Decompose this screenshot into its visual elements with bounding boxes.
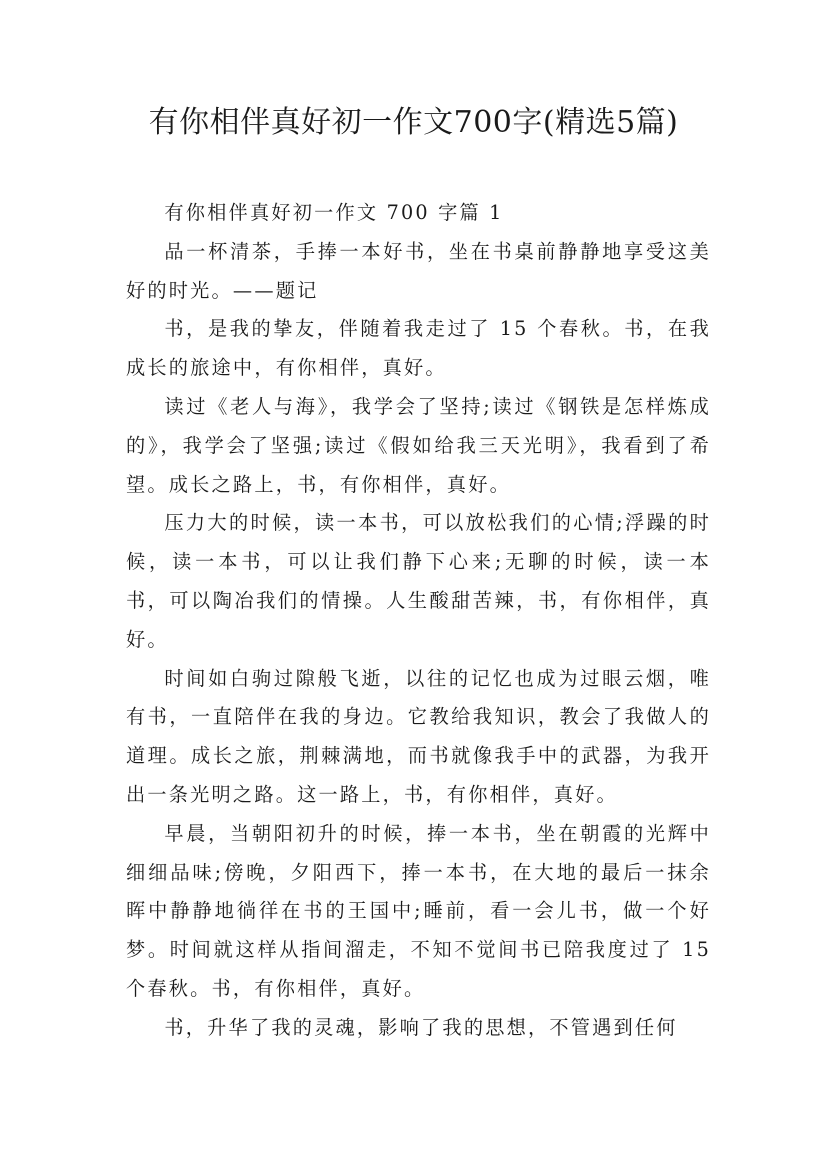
paragraph: 品一杯清茶，手捧一本好书，坐在书桌前静静地享受这美好的时光。——题记 [126, 239, 711, 302]
paragraph: 时间如白驹过隙般飞逝，以往的记忆也成为过眼云烟，唯有书，一直陪伴在我的身边。它教给我知识，教会了我做人的道理。成长之旅，荆棘满地，而书就像我手中的武器，为我开出一条光明之路。这一路上，书，有你相伴，真好。 [126, 666, 711, 806]
paragraph: 压力大的时候，读一本书，可以放松我们的心情;浮躁的时候，读一本书，可以让我们静下心来;无聊的时候，读一本书，可以陶冶我们的情操。人生酸甜苦辣，书，有你相伴，真好。 [126, 511, 711, 651]
paragraph: 早晨，当朝阳初升的时候，捧一本书，坐在朝霞的光辉中细细品味;傍晚，夕阳西下，捧一本书，在大地的最后一抹余晖中静静地徜徉在书的王国中;睡前，看一会儿书，做一个好梦。时间就这样从指间溜走，不知不觉间书已陪我度过了 15 个春秋。书，有你相伴，真好。 [126, 821, 711, 1000]
section-heading: 有你相伴真好初一作文 700 字篇 1 [164, 201, 504, 224]
paragraph: 读过《老人与海》，我学会了坚持;读过《钢铁是怎样炼成的》，我学会了坚强;读过《假如给我三天光明》，我看到了希望。成长之路上，书，有你相伴，真好。 [126, 394, 711, 496]
document-body [126, 194, 711, 1048]
paragraph: 书，是我的挚友，伴随着我走过了 15 个春秋。书，在我成长的旅途中，有你相伴，真好。 [126, 317, 711, 380]
document-title: 有你相伴真好初一作文700字(精选5篇) [148, 105, 679, 140]
paragraph: 书，升华了我的灵魂，影响了我的思想，不管遇到任何 [164, 1015, 678, 1039]
